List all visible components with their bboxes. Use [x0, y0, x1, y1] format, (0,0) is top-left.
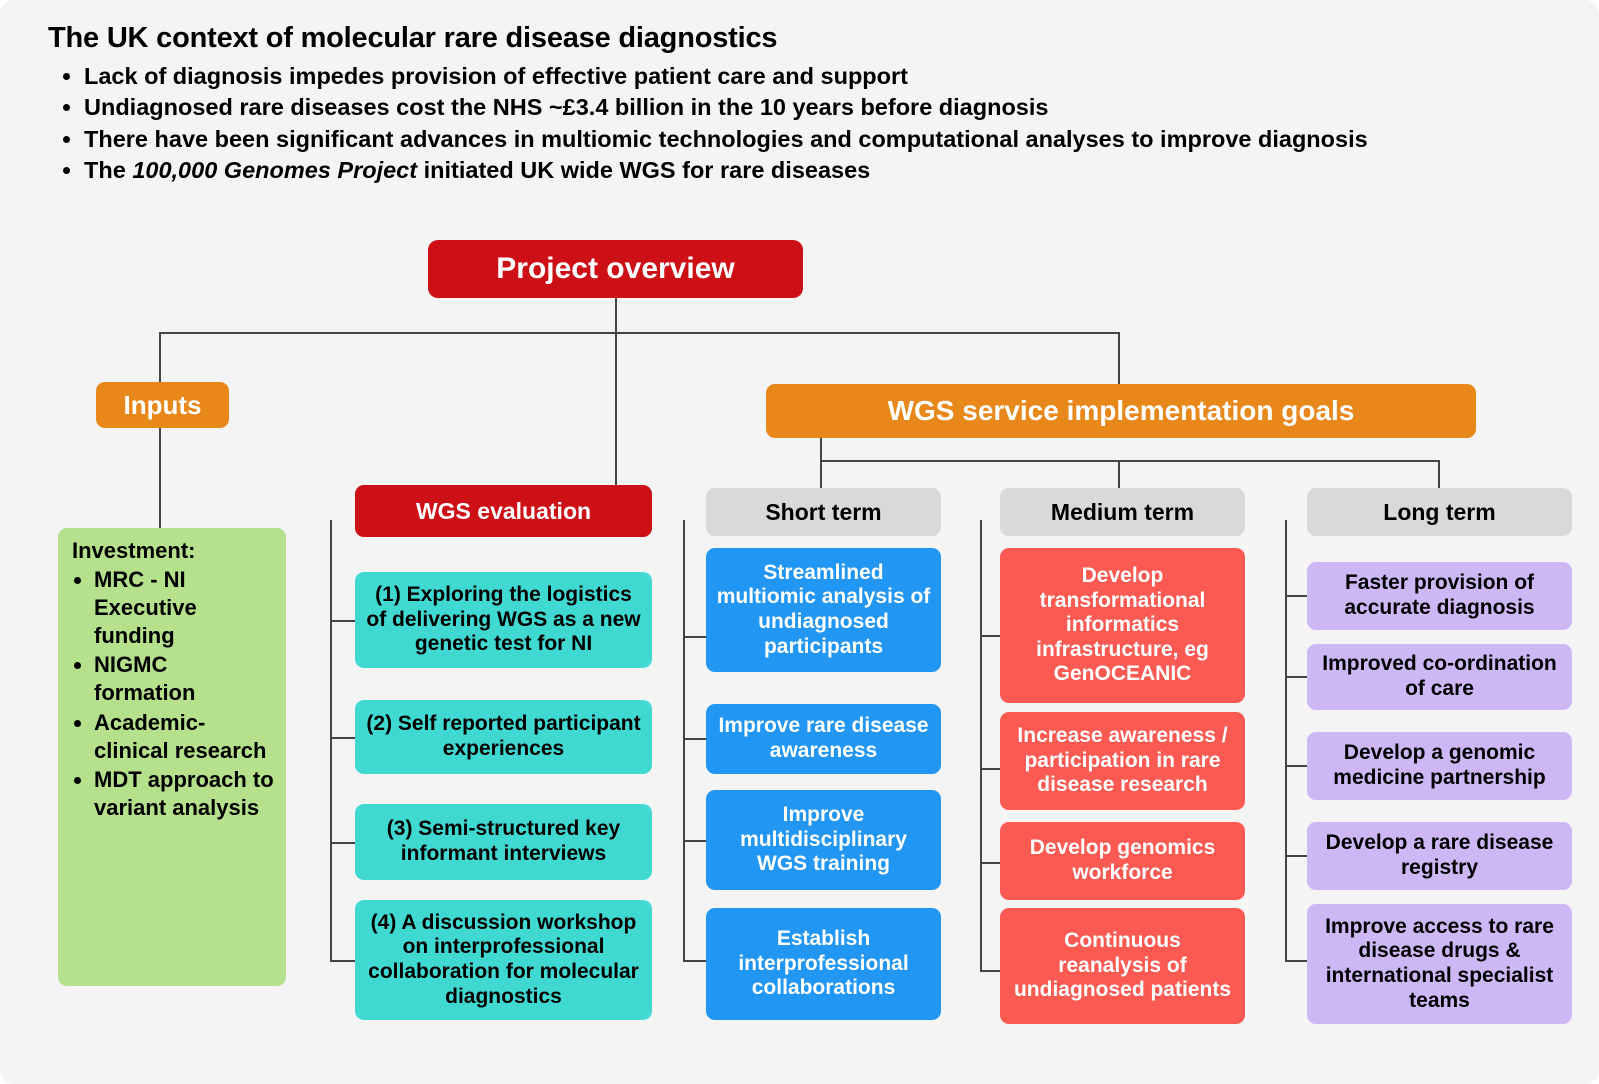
node-short-term-item-1[interactable]: Streamlined multiomic analysis of undiagnosed participants: [706, 548, 941, 672]
investment-item: • Academic-clinical research: [94, 709, 274, 765]
node-medium-term-item-1[interactable]: Develop transformational informatics infrastructure, eg GenOCEANIC: [1000, 548, 1245, 703]
context-bullet: • Undiagnosed rare diseases cost the NHS ~£3.4 billion in the 10 years before diagnosis: [84, 92, 1548, 123]
connector-rail-short-1: [683, 636, 706, 638]
node-short-term-item-4[interactable]: Establish interprofessional collaborations: [706, 908, 941, 1020]
connector-rail-long-5: [1285, 960, 1307, 962]
connector-rail-medium-1: [980, 635, 1000, 637]
node-wgs-evaluation-item-1[interactable]: (1) Exploring the logistics of delivering WGS as a new genetic test for NI: [355, 572, 652, 668]
context-bullet-list: [48, 61, 1548, 186]
node-short-term-item-3[interactable]: Improve multidisciplinary WGS training: [706, 790, 941, 890]
connector-goals-short: [820, 460, 822, 488]
node-long-term-header[interactable]: Long term: [1307, 488, 1572, 536]
investment-item: • MRC - NI Executive funding: [94, 566, 274, 650]
node-medium-term-item-2[interactable]: Increase awareness / participation in rare disease research: [1000, 712, 1245, 810]
node-long-term-item-3[interactable]: Develop a genomic medicine partnership: [1307, 732, 1572, 800]
node-short-term-item-2[interactable]: Improve rare disease awareness: [706, 704, 941, 774]
connector-inputs-stem: [159, 428, 161, 528]
investment-list: [72, 566, 274, 822]
connector-goals-long: [1438, 460, 1440, 488]
connector-rail-medium: [980, 520, 982, 970]
connector-rail-medium-2: [980, 768, 1000, 770]
investment-item: • MDT approach to variant analysis: [94, 766, 274, 822]
header-block: [48, 22, 1548, 186]
node-wgs-evaluation-header[interactable]: WGS evaluation: [355, 485, 652, 537]
connector-rail-short-2: [683, 738, 706, 740]
context-bullet: • Lack of diagnosis impedes provision of effective patient care and support: [84, 61, 1548, 92]
node-wgs-evaluation-item-2[interactable]: (2) Self reported participant experiences: [355, 700, 652, 774]
connector-rail-short-3: [683, 840, 706, 842]
connector-rail-wgseval-1: [330, 620, 355, 622]
node-wgs-evaluation-item-4[interactable]: (4) A discussion workshop on interprofessional collaboration for molecular diagnostics: [355, 900, 652, 1020]
connector-goals-bus: [820, 460, 1440, 462]
investment-item: • NIGMC formation: [94, 651, 274, 707]
context-bullet-italic-mixed: [84, 155, 1548, 186]
page-title: The UK context of molecular rare disease diagnostics: [48, 22, 778, 54]
connector-to-inputs: [159, 332, 161, 382]
node-project-overview[interactable]: Project overview: [428, 240, 803, 298]
node-inputs-header[interactable]: Inputs: [96, 382, 229, 428]
connector-rail-long-4: [1285, 855, 1307, 857]
connector-goals-medium: [1118, 460, 1120, 488]
connector-rail-wgseval-3: [330, 842, 355, 844]
node-investment-panel[interactable]: [58, 528, 286, 986]
connector-rail-medium-3: [980, 862, 1000, 864]
node-medium-term-item-4[interactable]: Continuous reanalysis of undiagnosed patients: [1000, 908, 1245, 1024]
node-goals-header[interactable]: WGS service implementation goals: [766, 384, 1476, 438]
context-bullet: • There have been significant advances in multiomic technologies and computational analyses to improve diagnosis: [84, 124, 1548, 155]
node-long-term-item-4[interactable]: Develop a rare disease registry: [1307, 822, 1572, 890]
connector-rail-long-1: [1285, 595, 1307, 597]
connector-rail-long-3: [1285, 765, 1307, 767]
connector-rail-short-4: [683, 960, 706, 962]
connector-rail-short: [683, 520, 685, 960]
connector-rail-long: [1285, 520, 1287, 960]
connector-rail-wgseval-4: [330, 960, 355, 962]
bullet4-pre: The: [84, 156, 133, 183]
connector-rail-wgseval-2: [330, 737, 355, 739]
connector-root-horizontal: [159, 332, 1119, 334]
connector-rail-long-2: [1285, 676, 1307, 678]
bullet4-italic: 100,000 Genomes Project: [132, 156, 418, 183]
node-wgs-evaluation-item-3[interactable]: (3) Semi-structured key informant interviews: [355, 804, 652, 880]
connector-goals-down: [820, 438, 822, 460]
investment-title: Investment:: [72, 538, 196, 563]
node-long-term-item-1[interactable]: Faster provision of accurate diagnosis: [1307, 562, 1572, 630]
node-short-term-header[interactable]: Short term: [706, 488, 941, 536]
connector-to-wgs-evaluation: [615, 332, 617, 488]
node-long-term-item-2[interactable]: Improved co-ordination of care: [1307, 644, 1572, 710]
connector-rail-medium-4: [980, 970, 1000, 972]
connector-to-goals: [1118, 332, 1120, 384]
connector-rail-wgseval: [330, 520, 332, 960]
node-long-term-item-5[interactable]: Improve access to rare disease drugs & international specialist teams: [1307, 904, 1572, 1024]
node-medium-term-header[interactable]: Medium term: [1000, 488, 1245, 536]
connector-root-down: [615, 298, 617, 332]
bullet4-post: initiated UK wide WGS for rare diseases: [417, 156, 871, 183]
node-medium-term-item-3[interactable]: Develop genomics workforce: [1000, 822, 1245, 900]
